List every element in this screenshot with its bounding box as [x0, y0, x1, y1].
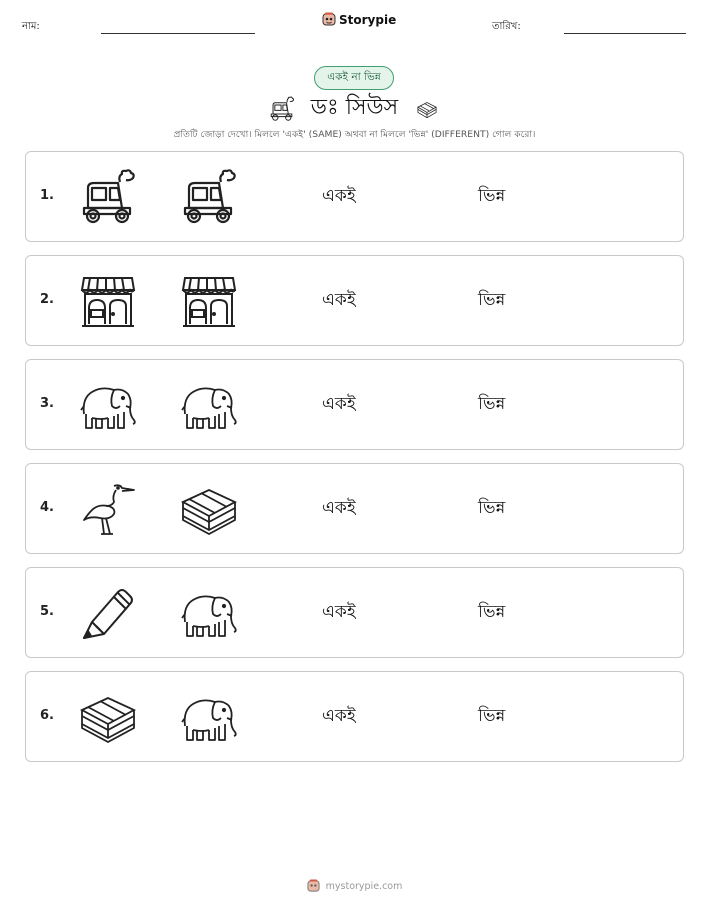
- title-row: [0, 90, 709, 127]
- stork-icon: [78, 480, 138, 538]
- brand-logo: [322, 12, 396, 27]
- date-label: তারিখ:: [492, 21, 521, 32]
- option-same[interactable]: একই: [322, 602, 356, 622]
- picture-right: [179, 272, 239, 330]
- picture-right: [179, 480, 239, 538]
- elephant-icon: [78, 376, 138, 434]
- option-same[interactable]: একই: [322, 186, 356, 206]
- option-different[interactable]: ভিন্ন: [478, 394, 506, 414]
- option-different[interactable]: ভিন্ন: [478, 186, 506, 206]
- option-different[interactable]: ভিন্ন: [478, 290, 506, 310]
- picture-left: [78, 688, 138, 746]
- brand-name: Storypie: [339, 12, 397, 27]
- auto-rickshaw-icon: [267, 96, 297, 122]
- date-line[interactable]: [564, 33, 686, 34]
- question-number: 4.: [40, 500, 54, 515]
- footer-url[interactable]: mystorypie.com: [325, 880, 403, 892]
- footer: [0, 879, 709, 893]
- question-row-6: [25, 671, 684, 762]
- question-number: 3.: [40, 396, 54, 411]
- picture-right: [179, 376, 239, 434]
- storypie-mascot-icon: [322, 12, 336, 27]
- storypie-mascot-icon: [307, 879, 320, 893]
- question-row-5: [25, 567, 684, 658]
- pencil-icon: [78, 584, 138, 642]
- option-different[interactable]: ভিন্ন: [478, 498, 506, 518]
- option-same[interactable]: একই: [322, 498, 356, 518]
- option-different[interactable]: ভিন্ন: [478, 706, 506, 726]
- picture-left: [78, 376, 138, 434]
- question-row-1: [25, 151, 684, 242]
- worksheet-type-badge: একই না ভিন্ন: [314, 66, 394, 90]
- question-row-4: [25, 463, 684, 554]
- question-number: 6.: [40, 708, 54, 723]
- picture-right: [179, 688, 239, 746]
- auto-rickshaw-icon: [179, 168, 239, 226]
- boxing-ring-icon: [412, 98, 442, 120]
- question-number: 1.: [40, 188, 54, 203]
- picture-left: [78, 168, 138, 226]
- boxing-ring-icon: [78, 688, 138, 746]
- option-same[interactable]: একই: [322, 394, 356, 414]
- page-title: ডঃ সিউস: [310, 95, 399, 120]
- option-same[interactable]: একই: [322, 290, 356, 310]
- picture-left: [78, 584, 138, 642]
- instructions: প্রতিটি জোড়া দেখো। মিললে 'একই' (SAME) অথবা না মিললে 'ভিন্ন' (DIFFERENT) গোল করো।: [173, 129, 536, 140]
- picture-right: [179, 584, 239, 642]
- question-number: 5.: [40, 604, 54, 619]
- shop-icon: [179, 272, 239, 330]
- question-row-2: [25, 255, 684, 346]
- picture-right: [179, 168, 239, 226]
- question-row-3: [25, 359, 684, 450]
- elephant-icon: [179, 688, 239, 746]
- elephant-icon: [179, 376, 239, 434]
- option-same[interactable]: একই: [322, 706, 356, 726]
- question-number: 2.: [40, 292, 54, 307]
- name-line[interactable]: [101, 33, 255, 34]
- name-label: নাম:: [22, 21, 40, 32]
- elephant-icon: [179, 584, 239, 642]
- boxing-ring-icon: [179, 480, 239, 538]
- picture-left: [78, 272, 138, 330]
- picture-left: [78, 480, 138, 538]
- shop-icon: [78, 272, 138, 330]
- option-different[interactable]: ভিন্ন: [478, 602, 506, 622]
- auto-rickshaw-icon: [78, 168, 138, 226]
